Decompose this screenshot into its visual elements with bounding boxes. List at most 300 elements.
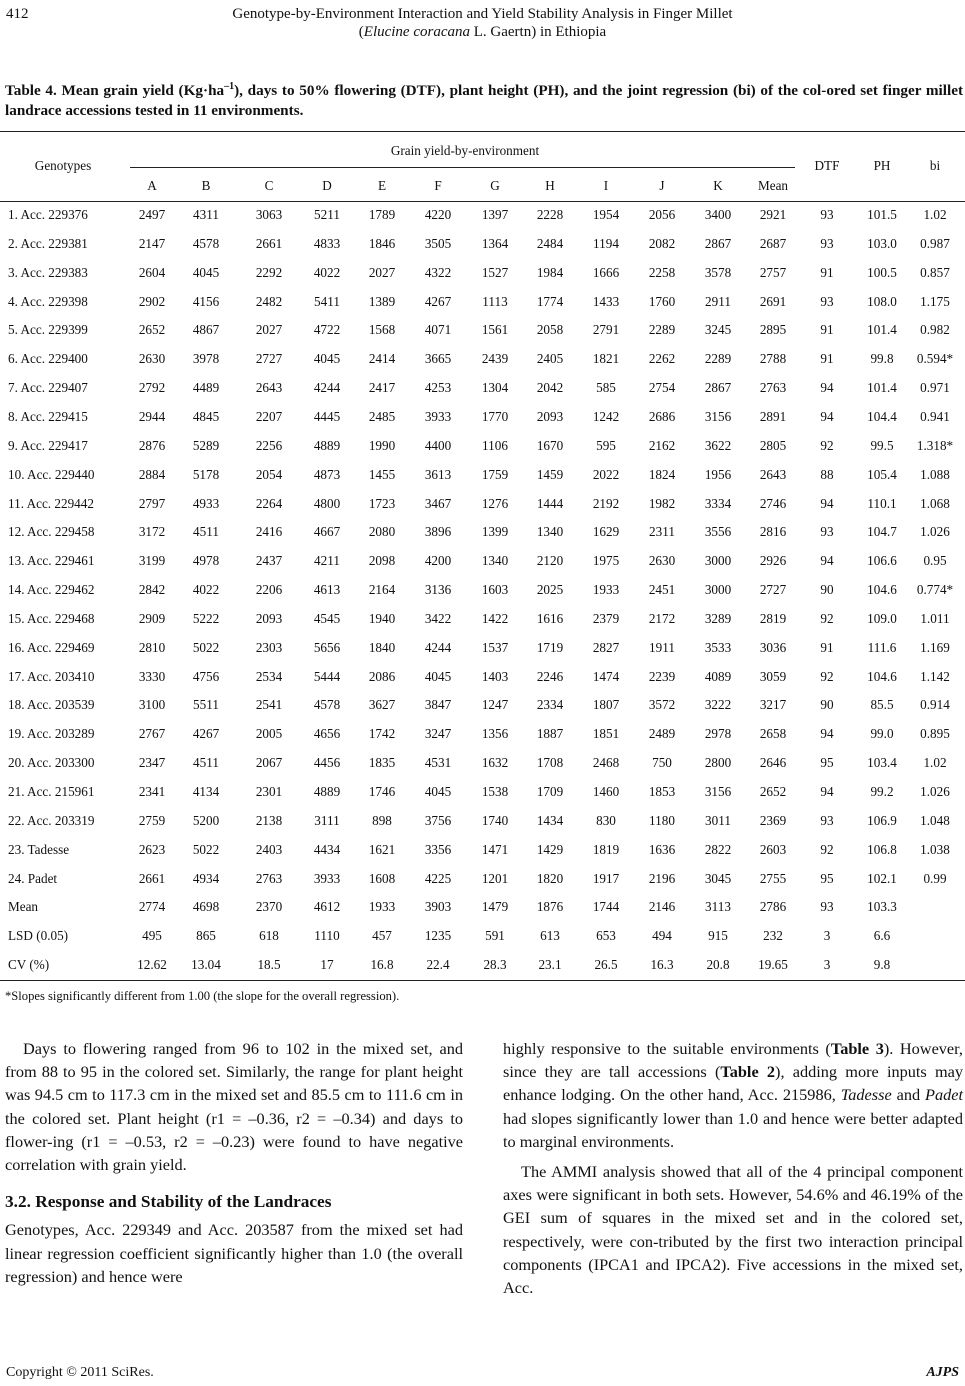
running-title-line2: (Elucine coracana L. Gaertn) in Ethiopia xyxy=(358,24,607,40)
table-cell: 1940 xyxy=(368,610,396,626)
table-cell: 91 xyxy=(820,264,834,280)
table-cell: 2534 xyxy=(255,668,283,684)
table-cell: 1.068 xyxy=(920,495,950,511)
table-cell: 3400 xyxy=(704,207,732,222)
row-label: 15. Acc. 229468 xyxy=(8,610,95,626)
table-cell: 2347 xyxy=(138,755,166,771)
paragraph: Genotypes, Acc. 229349 and Acc. 203587 from the mixed set had linear regression coefficient significantly higher than 1.0 (the overall regression) and hence were xyxy=(5,1220,463,1286)
table-cell: 4211 xyxy=(314,553,340,569)
table-cell: 2891 xyxy=(759,408,787,424)
table-cell: 595 xyxy=(596,437,616,453)
table-cell: 2334 xyxy=(536,697,564,713)
running-title xyxy=(0,5,965,41)
table-bottom-rule xyxy=(0,980,965,981)
table-cell: 2451 xyxy=(648,582,676,598)
table-cell: 1403 xyxy=(481,668,509,684)
table-cell: 92 xyxy=(820,668,834,684)
table-cell: 2192 xyxy=(592,495,620,511)
table-cell: 1.175 xyxy=(920,293,950,309)
table-cell: 1356 xyxy=(481,726,509,742)
table-cell: 3113 xyxy=(705,899,731,915)
table-cell: 103.0 xyxy=(867,235,897,251)
table-cell: 2379 xyxy=(592,610,620,626)
running-title-line1: Genotype-by-Environment Interaction and Yield Stability Analysis in Finger Millet xyxy=(232,6,733,22)
table-cell: 591 xyxy=(485,928,505,944)
table-cell: 1975 xyxy=(592,553,620,569)
table-cell: 1851 xyxy=(592,726,620,742)
table-cell: 2054 xyxy=(255,466,283,482)
table-cell: 91 xyxy=(820,322,834,338)
table-cell: 1434 xyxy=(536,812,564,828)
table-cell: 4022 xyxy=(192,582,220,598)
table-cell: 17 xyxy=(320,957,334,973)
table-cell: 3847 xyxy=(424,697,452,713)
table-reference: Table 3 xyxy=(830,1039,884,1058)
table-cell: 613 xyxy=(540,928,560,944)
table-cell: 3000 xyxy=(704,582,732,598)
table-cell: 4045 xyxy=(313,351,341,367)
table-cell: 2786 xyxy=(759,899,787,915)
table-cell: 4833 xyxy=(313,235,341,251)
table-cell: 1110 xyxy=(314,928,340,944)
table-cell: 104.7 xyxy=(867,524,897,540)
table-cell: 1.026 xyxy=(920,524,950,540)
table-cell: 2292 xyxy=(255,264,283,280)
table-cell: 2867 xyxy=(704,380,732,396)
table-cell: 1789 xyxy=(368,207,396,222)
table-cell: 108.0 xyxy=(867,293,897,309)
table-cell: 93 xyxy=(820,235,834,251)
table-cell: 1760 xyxy=(648,293,676,309)
table-cell: 2489 xyxy=(648,726,676,742)
table-cell: 0.857 xyxy=(920,264,950,280)
table-cell: 4456 xyxy=(313,755,341,771)
table-cell: 1956 xyxy=(704,466,732,482)
col-header-genotypes: Genotypes xyxy=(34,158,92,173)
table-cell: 111.6 xyxy=(867,639,897,655)
table-cell: 2774 xyxy=(138,899,166,915)
table-cell: 1887 xyxy=(536,726,564,742)
table-cell: 91 xyxy=(820,639,834,655)
table-cell: 2482 xyxy=(255,293,283,309)
table-cell: 4867 xyxy=(192,322,220,338)
table-cell: 1201 xyxy=(481,870,509,886)
col-header: E xyxy=(377,178,387,193)
table-cell: 1616 xyxy=(536,610,564,626)
row-label: 20. Acc. 203300 xyxy=(8,755,95,771)
row-label: 24. Padet xyxy=(8,870,58,886)
table-cell: 4244 xyxy=(424,639,452,655)
row-label: 16. Acc. 229469 xyxy=(8,639,95,655)
table-cell: 2687 xyxy=(759,235,787,251)
table-cell: 2497 xyxy=(138,207,166,222)
table-cell: 1.318* xyxy=(916,437,954,453)
table-cell: 1304 xyxy=(481,380,509,396)
table-cell: 2289 xyxy=(648,322,676,338)
table-cell: 2027 xyxy=(255,322,283,338)
table-cell: 1180 xyxy=(649,812,675,828)
row-label: 2. Acc. 229381 xyxy=(8,235,88,251)
table-cell: 2256 xyxy=(255,437,283,453)
table-cell: 2264 xyxy=(255,495,283,511)
row-label: Mean xyxy=(8,899,39,915)
table-cell: 22.4 xyxy=(426,957,450,973)
table-cell: 2759 xyxy=(138,812,166,828)
table-cell: 23.1 xyxy=(538,957,562,973)
table-cell: 2162 xyxy=(648,437,676,453)
table-cell: 3978 xyxy=(192,351,220,367)
table-cell: 2437 xyxy=(255,553,283,569)
table-cell: 4400 xyxy=(424,437,452,453)
table-cell: 1821 xyxy=(592,351,620,367)
table-cell: 4756 xyxy=(192,668,220,684)
table-cell: 2417 xyxy=(368,380,396,396)
table-cell: 5444 xyxy=(313,668,341,684)
table-cell: 1.048 xyxy=(920,812,950,828)
table-cell: 3533 xyxy=(704,639,732,655)
table-cell: 1819 xyxy=(592,841,620,857)
table-cell: 4889 xyxy=(313,784,341,799)
col-header: J xyxy=(659,178,665,193)
table-cell: 4489 xyxy=(192,380,220,396)
table-cell: 3059 xyxy=(759,668,787,684)
table-cell: 1276 xyxy=(481,495,509,511)
table-cell: 1.088 xyxy=(920,466,950,482)
table-cell: 2911 xyxy=(705,293,731,309)
table-footnote: *Slopes significantly different from 1.00 (the slope for the overall regression). xyxy=(5,989,400,1003)
col-header: Mean xyxy=(757,178,789,193)
table-cell: 106.9 xyxy=(867,812,897,828)
table-cell: 2414 xyxy=(368,351,396,367)
table-cell: 1820 xyxy=(536,870,564,886)
table-cell: 2303 xyxy=(255,639,283,655)
table-cell: 1444 xyxy=(536,495,564,511)
table-cell: 0.895 xyxy=(920,726,950,742)
table-cell: 2755 xyxy=(759,870,787,886)
table-cell: 4045 xyxy=(192,264,220,280)
row-label: 17. Acc. 203410 xyxy=(8,668,95,684)
table-cell: 3045 xyxy=(704,870,732,886)
table-cell: 4045 xyxy=(424,668,452,684)
table-cell: 2757 xyxy=(759,264,787,280)
table-cell: 3 xyxy=(823,928,831,944)
table-cell: 1460 xyxy=(592,784,620,799)
table-cell: 457 xyxy=(372,928,392,944)
table-cell: 4889 xyxy=(313,437,341,453)
table-cell: 1982 xyxy=(648,495,676,511)
table-cell: 3222 xyxy=(704,697,732,713)
table-cell: 2978 xyxy=(704,726,732,742)
table-cell: 1433 xyxy=(592,293,620,309)
table-cell: 3217 xyxy=(759,697,787,713)
table-cell: 5656 xyxy=(313,639,341,655)
table-cell: 750 xyxy=(652,755,672,771)
table-cell: 3467 xyxy=(424,495,452,511)
table-cell: 4978 xyxy=(192,553,220,569)
table-cell: 2603 xyxy=(759,841,787,857)
table-cell: 94 xyxy=(820,784,834,799)
table-cell: 16.8 xyxy=(370,957,394,973)
table-cell: 2403 xyxy=(255,841,283,857)
table-cell: 20.8 xyxy=(706,957,730,973)
table-cell: 2405 xyxy=(536,351,564,367)
table-cell: 4311 xyxy=(193,207,219,222)
table-cell: 4089 xyxy=(704,668,732,684)
table-cell: 5289 xyxy=(192,437,220,453)
table-cell: 3247 xyxy=(424,726,452,742)
table-cell: 0.914 xyxy=(920,697,950,713)
table-cell: 2604 xyxy=(138,264,166,280)
table-cell: 2228 xyxy=(536,207,564,222)
table-cell: 3578 xyxy=(704,264,732,280)
col-header: D xyxy=(322,178,332,193)
table-cell: 2661 xyxy=(138,870,166,886)
table-cell: 1770 xyxy=(481,408,509,424)
table-cell: 2876 xyxy=(138,437,166,453)
table-cell: 99.0 xyxy=(870,726,894,742)
table-cell: 4134 xyxy=(192,784,220,799)
table-cell: 100.5 xyxy=(867,264,897,280)
table-cell: 1471 xyxy=(481,841,509,857)
paragraph: The AMMI analysis showed that all of the 4 principal component axes were significant in both sets. However, 54.6% and 46.19% of the GEI sum of squares in the mixed set and in the colored set, respectively, were con-tributed by the first two interaction principal components (IPCA1 and IPCA2). Five accessions in the mixed set, Acc. xyxy=(503,1162,963,1298)
table-cell: 2792 xyxy=(138,380,166,396)
table-cell: 2658 xyxy=(759,726,787,742)
table-cell: 1422 xyxy=(481,610,509,626)
table-cell: 19.65 xyxy=(758,957,788,973)
table-cell: 0.95 xyxy=(923,553,947,569)
table-cell: 865 xyxy=(196,928,216,944)
table-cell: 3245 xyxy=(704,322,732,338)
table-cell: 92 xyxy=(820,841,834,857)
table-cell: 2643 xyxy=(255,380,283,396)
row-label: 10. Acc. 229440 xyxy=(8,466,95,482)
table-cell: 99.2 xyxy=(870,784,894,799)
table-cell: 2797 xyxy=(138,495,166,511)
table-cell: 5211 xyxy=(314,207,340,222)
table-cell: 4322 xyxy=(424,264,452,280)
table-cell: 2902 xyxy=(138,293,166,309)
table-cell: 4933 xyxy=(192,495,220,511)
table-cell: 3330 xyxy=(138,668,166,684)
table-cell: 1954 xyxy=(592,207,620,222)
table-cell: 85.5 xyxy=(870,697,894,713)
table-cell: 9.8 xyxy=(873,957,891,973)
table-cell: 2767 xyxy=(138,726,166,742)
table-caption: Table 4. Mean grain yield $(Kg\cdot ha^{-1})$, days to 50% flowering (DTF), plant height (PH), and the joint regression (bi) of the col-ored set finger millet landrace accessions tested in 11 environments. xyxy=(5,81,963,120)
table-cell: 1719 xyxy=(536,639,564,655)
row-label: LSD (0.05) xyxy=(8,928,69,944)
table-cell: 2816 xyxy=(759,524,787,540)
table-cell: 106.6 xyxy=(867,553,897,569)
table-cell: 2172 xyxy=(648,610,676,626)
table-cell: 103.4 xyxy=(867,755,897,771)
table-cell: 4244 xyxy=(313,380,341,396)
table-cell: 3627 xyxy=(368,697,396,713)
row-label: 4. Acc. 229398 xyxy=(8,293,88,309)
table-cell: 1621 xyxy=(368,841,396,857)
table-cell: 1933 xyxy=(368,899,396,915)
row-label: 9. Acc. 229417 xyxy=(8,437,88,453)
table-cell: 2485 xyxy=(368,408,396,424)
row-label: 12. Acc. 229458 xyxy=(8,524,95,540)
table-cell: 4434 xyxy=(313,841,341,857)
table-cell: 16.3 xyxy=(650,957,674,973)
table-cell: 2042 xyxy=(536,380,564,396)
right-column xyxy=(503,1037,963,1299)
table-cell: 94 xyxy=(820,726,834,742)
table-cell: 1853 xyxy=(648,784,676,799)
table-cell: 1740 xyxy=(481,812,509,828)
table-cell: 830 xyxy=(596,812,616,828)
table-cell: 3199 xyxy=(138,553,166,569)
table-cell: 2921 xyxy=(759,207,787,222)
table-cell: 2207 xyxy=(255,408,283,424)
table-cell: 104.6 xyxy=(867,668,897,684)
table-cell: 3556 xyxy=(704,524,732,540)
journal-name: AJPS xyxy=(926,1365,959,1380)
table-cell: 2439 xyxy=(481,351,509,367)
table-cell: 1746 xyxy=(368,784,396,799)
table-cell: 1106 xyxy=(482,437,508,453)
table-cell: 109.0 xyxy=(867,610,897,626)
table-cell: 18.5 xyxy=(257,957,281,973)
table-cell: 2206 xyxy=(255,582,283,598)
table-cell: 3896 xyxy=(424,524,452,540)
paragraph: Days to flowering ranged from 96 to 102 in the mixed set, and from 88 to 95 in the colored set. Similarly, the range for plant height was 94.5 cm to 117.3 cm in the mixed set and 85.5 cm to 111.6 cm in the colored set. Plant height (r1 = –0.36, r2 = –0.34) and days to flower-ing (r1 = –0.53, r2 = –0.23) were found to have negative correlation with grain yield. xyxy=(5,1039,463,1175)
row-label: 23. Tadesse xyxy=(8,841,70,857)
col-header: I xyxy=(603,178,609,193)
table-cell: 5222 xyxy=(192,610,220,626)
table-cell: 94 xyxy=(820,380,834,396)
table-cell: 1.038 xyxy=(920,841,950,857)
table-cell: 13.04 xyxy=(191,957,221,973)
table-cell: 3156 xyxy=(704,408,732,424)
table-cell: 2686 xyxy=(648,408,676,424)
table-cell: 0.941 xyxy=(920,408,950,424)
table-cell: 1389 xyxy=(368,293,396,309)
table-cell: 4613 xyxy=(313,582,341,598)
table-cell: 4045 xyxy=(424,784,452,799)
table-cell: 2746 xyxy=(759,495,787,511)
table-cell: 494 xyxy=(652,928,672,944)
table-cell: 2289 xyxy=(704,351,732,367)
col-header: H xyxy=(545,178,555,193)
header-bottom-rule xyxy=(0,201,965,202)
table-cell: 0.99 xyxy=(923,870,947,886)
table-cell: 5178 xyxy=(192,466,220,482)
table-cell: 110.1 xyxy=(867,495,897,511)
table-cell: 1.026 xyxy=(920,784,950,799)
table-cell: 2944 xyxy=(138,408,166,424)
table-cell: 1608 xyxy=(368,870,396,886)
row-label: 21. Acc. 215961 xyxy=(8,784,95,799)
table-cell: 91 xyxy=(820,351,834,367)
table-cell: 232 xyxy=(763,928,783,944)
table-cell: 1723 xyxy=(368,495,396,511)
table-cell: 2754 xyxy=(648,380,676,396)
table-cell: 2147 xyxy=(138,235,166,251)
table-cell: 2800 xyxy=(704,755,732,771)
table-cell: 1340 xyxy=(536,524,564,540)
table-cell: 3111 xyxy=(314,812,340,828)
table-cell: 5022 xyxy=(192,841,220,857)
table-cell: 2120 xyxy=(536,553,564,569)
table-cell: 3156 xyxy=(704,784,732,799)
col-group-header: Grain yield-by-environment xyxy=(390,143,540,158)
table-cell: 93 xyxy=(820,524,834,540)
table-cell: 3756 xyxy=(424,812,452,828)
row-label: 6. Acc. 229400 xyxy=(8,351,88,367)
table-cell: 2138 xyxy=(255,812,283,828)
table-cell: 106.8 xyxy=(867,841,897,857)
table-cell: 88 xyxy=(820,466,834,482)
table-cell: 585 xyxy=(596,380,616,396)
table-cell: 2005 xyxy=(255,726,283,742)
table-cell: 3505 xyxy=(424,235,452,251)
table-cell: 3933 xyxy=(424,408,452,424)
table-cell: 1636 xyxy=(648,841,676,857)
table-cell: 1568 xyxy=(368,322,396,338)
table-cell: 2822 xyxy=(704,841,732,857)
table-cell: 2027 xyxy=(368,264,396,280)
left-column xyxy=(5,1037,463,1288)
table-cell: 618 xyxy=(259,928,279,944)
row-label: 19. Acc. 203289 xyxy=(8,726,95,742)
table-cell: 102.1 xyxy=(867,870,897,886)
table-cell: 898 xyxy=(372,812,392,828)
table-cell: 1824 xyxy=(648,466,676,482)
table-cell: 2058 xyxy=(536,322,564,338)
table-cell: 93 xyxy=(820,812,834,828)
col-header: PH xyxy=(873,158,891,173)
table-cell: 1399 xyxy=(481,524,509,540)
table-cell: 1194 xyxy=(593,235,619,251)
col-header: A xyxy=(147,178,157,193)
table-cell: 2652 xyxy=(138,322,166,338)
table-cell: 93 xyxy=(820,207,834,222)
table-cell: 4656 xyxy=(313,726,341,742)
row-label: 3. Acc. 229383 xyxy=(8,264,88,280)
table-cell: 1835 xyxy=(368,755,396,771)
table-cell: 2623 xyxy=(138,841,166,857)
table-cell: 2661 xyxy=(255,235,283,251)
table-cell: 4612 xyxy=(313,899,341,915)
group-header-rule xyxy=(130,167,795,168)
table-cell: 0.971 xyxy=(920,380,950,396)
table-cell: 26.5 xyxy=(594,957,618,973)
table-cell: 1459 xyxy=(536,466,564,482)
table-cell: 0.982 xyxy=(920,322,950,338)
table-cell: 2884 xyxy=(138,466,166,482)
row-label: 5. Acc. 229399 xyxy=(8,322,88,338)
table-cell: 2819 xyxy=(759,610,787,626)
table-cell: 2643 xyxy=(759,466,787,482)
table-cell: 4578 xyxy=(192,235,220,251)
table-cell: 1364 xyxy=(481,235,509,251)
table-cell: 4225 xyxy=(424,870,452,886)
table-cell: 2867 xyxy=(704,235,732,251)
table-cell: 2827 xyxy=(592,639,620,655)
table-cell: 2484 xyxy=(536,235,564,251)
table-cell: 2788 xyxy=(759,351,787,367)
row-label: 1. Acc. 229376 xyxy=(8,207,88,222)
table-cell: 2416 xyxy=(255,524,283,540)
table-cell: 2810 xyxy=(138,639,166,655)
table-cell: 2691 xyxy=(759,293,787,309)
table-cell: 2080 xyxy=(368,524,396,540)
table-cell: 3011 xyxy=(705,812,731,828)
table-cell: 28.3 xyxy=(483,957,507,973)
